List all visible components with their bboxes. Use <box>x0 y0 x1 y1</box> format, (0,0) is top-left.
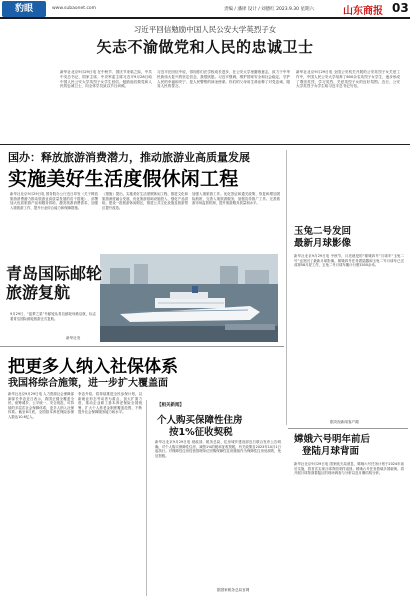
story1-headline: 矢志不渝做党和人民的忠诚卫士 <box>96 38 314 56</box>
masthead <box>0 0 410 19</box>
divider <box>0 346 284 347</box>
side2-body: 新华社北京9月29日电 国家航天局消息，嫦娥六号任务计划于2024年前后实施，将首次实现月球背面采样返回。嫦娥六号任务搭载多国载荷，将开展月球背面着陆区的现场调查与分析以及月壤结构分析。 <box>294 462 404 476</box>
related-news-tag: 【相关新闻】 <box>157 403 184 408</box>
cruise-ship-photo-illustration <box>100 254 278 342</box>
divider <box>0 144 410 145</box>
newspaper-section-name: 山东商报 <box>343 6 383 17</box>
side1-title <box>294 226 406 250</box>
column-logo: 豹眼 <box>2 1 46 17</box>
story2-body-col1: 新华社北京9月29日电 国务院办公厅近日印发《关于释放旅游消费潜力推动旅游业高质量发展的若干措施》，部署加大优质旅游产品和服务供给、激发旅游消费需求、加强入境旅游工作、提升行业综合能力和保障措施。 <box>10 192 98 210</box>
side1-title-line2: 最新月球影像 <box>294 238 352 249</box>
editor-meta-line: 责编 / 潘铎 设计 / 刘德红 2023.9.30 星期六 <box>224 7 314 12</box>
photo-title-line1: 青岛国际邮轮 <box>6 264 103 283</box>
side2-title-line1: 嫦娥六号明年前后 <box>294 434 371 445</box>
story1-body-col3: 新华社北京9月29日电 全国公安机关开展的公安英烈子女关爱工作中，中国人民公安大学培养了600余名英烈子女学生，逐步形成了尊崇英烈、学习英烈、关爱英烈子女的良好氛围。近日，公安大学英烈子女学生给习近平总书记写信。 <box>296 70 400 89</box>
cruise-ship-photo <box>100 254 278 342</box>
story3-body-col1: 新华社北京9月29日电 人力资源社会保障部副部长李忠近日表示，我国正健全覆盖全民、统筹城乡、公平统一、安全规范、可持续的多层次社会保障体系，更多人纳入社保体系。截至8月底，全国基本养老保险参保人数达10.6亿人。 <box>8 392 74 419</box>
side1-credit: 据央视新闻客户端 <box>330 420 359 424</box>
side2-title <box>294 434 406 458</box>
story2-kicker: 国办：释放旅游消费潜力，推动旅游业高质量发展 <box>8 151 250 164</box>
photo-credit: 新华社发 <box>66 336 81 340</box>
related-body: 新华社北京9月29日电 财政部、税务总局、住房城乡建设部近日联合发布公告明确，对个人购买保障性住房，减按1%的税率征收契税，有关政策自2023年10月1日起执行。对保障性住房经营管理单位回购保障性住房继续作为保障性住房房源的，免征契税。 <box>155 440 281 458</box>
related-credit: 据国家税务总局官网 <box>217 588 250 592</box>
photo-caption: 9月29日，“蓝梦之星”号邮轮从青岛邮轮母港启航，标志着青岛国际邮轮旅游正式复航。 <box>10 312 96 321</box>
related-news-box <box>146 400 284 596</box>
photo-title-line2: 旅游复航 <box>6 283 71 302</box>
side1-body: 新华社北京9月29日电 中秋节，月亮就是的“嫦娥四号”月球车“玉兔二号”也发回了最新月球影像。嫦娥四号任务着陆器和玉兔二号月球车已完成第58月昼工作，玉兔二号月球车累计行驶1500余米。 <box>294 254 404 268</box>
story2-body-col2: 《措施》提出，实施美好生活度假休闲工程、推进文化和旅游深度融合发展、优化旅游基础设施投入、强化产品供给。建设一批旅游休闲街区，推进公共文化设施及旅游景区提升改造。 <box>102 192 188 210</box>
page-number: 03 <box>392 1 409 15</box>
story1-kicker: 习近平回信勉励中国人民公安大学英烈子女 <box>133 25 277 34</box>
divider <box>288 428 408 429</box>
photo-title <box>6 264 104 302</box>
story3-headline: 把更多人纳入社保体系 <box>8 357 178 377</box>
story2-body-col3: 加强入境旅游工作。优化签证和通关政策，恢复和增加国际航班，完善入境旅游服务，加强宣传推广工作。完善旅游市场监管机制，提升旅游服务质量和水平。 <box>192 192 280 206</box>
column-divider <box>286 150 287 425</box>
site-url: www.subaonet.com <box>52 6 97 11</box>
related-title-line1: 个人购买保障性住房 <box>157 415 243 426</box>
related-title-line2: 按1%征收契税 <box>169 427 233 438</box>
story1-body-col1: 新华社北京9月29日电 在中秋节、国庆节来临之际，中共中央总书记、国家主席、中央军委主席习近平9月28日给中国人民公安大学英烈子女学生回信，勉励他们做党和人民的忠诚卫士，向全体学员致以节日问候。 <box>60 70 152 89</box>
side1-title-line1: 玉兔二号发回 <box>294 226 352 237</box>
story1-body-col2: 习近平在回信中说，得知你们在学校成长进步，在公安大学里磨练意志，致力于中华民族伟大复兴的坚定信念，我很欣慰。习近平强调，维护国家安全和社会稳定，守护人民的幸福和安宁，是人民警察的神圣使命。你们的父母用生命诠释了对党忠诚、服务人民的誓言。 <box>157 70 290 89</box>
story3-subhead: 我国将综合施策，进一步扩大覆盖面 <box>8 378 168 389</box>
story3-body-col2: 李忠介绍，将持续推进全民参保计划，以新就业形态劳动者为重点，加大扩面力度，推动企业职工基本养老保险全国统筹，扩大个人养老金制度覆盖范围，不断提升社会保障服务能力和水平。 <box>78 392 142 415</box>
story2-headline: 实施美好生活度假休闲工程 <box>8 168 239 190</box>
side2-title-line2: 登陆月球背面 <box>302 446 360 457</box>
